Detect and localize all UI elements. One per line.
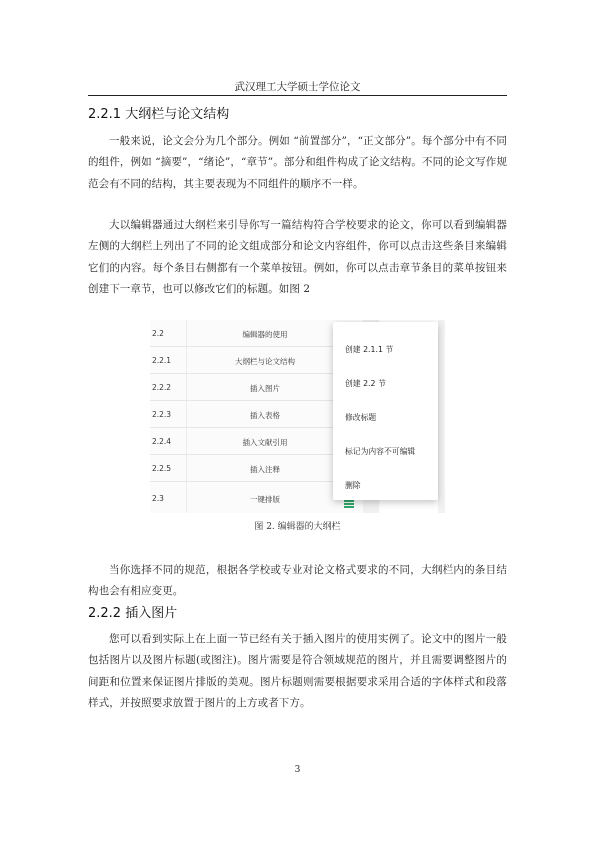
figure-outline-screenshot xyxy=(150,320,445,513)
outline-item-number: 2.2.3 xyxy=(152,410,172,419)
outline-item-number: 2.2.4 xyxy=(152,437,172,446)
header-rule xyxy=(88,95,507,96)
menu-icon[interactable] xyxy=(344,500,354,508)
outline-item-number: 2.2.1 xyxy=(152,356,172,365)
menu-item-edit-title[interactable]: 修改标题 xyxy=(345,413,377,422)
section-heading-2-2-2: 2.2.2 插入图片 xyxy=(88,606,178,621)
section-heading-2-2-1: 2.2.1 大纲栏与论文结构 xyxy=(88,107,230,122)
running-header: 武汉理工大学硕士学位论文 xyxy=(234,81,361,93)
outline-item-title: 插入注释 xyxy=(250,465,280,474)
paragraph: 一般来说，论文会分为几个部分。例如 “前置部分”，“正文部分”。每个部分中有不同的组件，例如 “摘要”，“绪论”，“章节”。部分和组件构成了论文结构。不同的论文写作规范会有不同的结构，其主要表现为不同组件的顺序不一样。 xyxy=(88,135,507,190)
outline-item-title: 插入表格 xyxy=(250,411,280,420)
page-number: 3 xyxy=(294,765,301,775)
outline-item-number: 2.2.2 xyxy=(152,383,172,392)
outline-item-number: 2.2 xyxy=(152,329,164,338)
outline-item-title: 插入文献引用 xyxy=(242,438,288,447)
outline-item-title: 大纲栏与论文结构 xyxy=(235,357,295,366)
figure-caption: 图 2. 编辑器的大纲栏 xyxy=(254,522,341,532)
menu-item-create-section[interactable]: 创建 2.1.1 节 xyxy=(345,345,394,354)
paragraph: 当你选择不同的规范，根据各学校或专业对论文格式要求的不同，大纲栏内的条目结构也会有相应变更。 xyxy=(88,564,507,598)
editor-background xyxy=(438,320,445,513)
outline-item-title: 一键排版 xyxy=(250,495,280,504)
menu-item-delete[interactable]: 删除 xyxy=(345,481,361,490)
outline-item-number: 2.3 xyxy=(152,494,164,503)
outline-item-title: 插入图片 xyxy=(250,384,280,393)
paragraph: 大以编辑器通过大纲栏来引导你写一篇结构符合学校要求的论文，你可以看到编辑器左侧的大纲栏上列出了不同的论文组成部分和论文内容组件，你可以点击这些条目来编辑它们的内容。每个条目右侧都有一个菜单按钮。例如，你可以点击章节条目的菜单按钮来创建下一章节，也可以修改它们的标题。如图 2 xyxy=(88,219,507,295)
outline-item-title: 编辑器的使用 xyxy=(242,330,288,339)
paragraph: 您可以看到实际上在上面一节已经有关于插入图片的使用实例了。论文中的图片一般包括图片以及图片标题(或图注)。图片需要是符合领域规范的图片，并且需要调整图片的间距和位置来保证图片排版的美观。图片标题则需要根据要求采用合适的字体样式和段落样式，并按照要求放置于图片的上方或者下方。 xyxy=(88,633,507,709)
context-menu xyxy=(333,322,438,500)
menu-item-create-next-section[interactable]: 创建 2.2 节 xyxy=(345,379,386,388)
menu-item-mark-readonly[interactable]: 标记为内容不可编辑 xyxy=(345,447,416,456)
outline-item-number: 2.2.5 xyxy=(152,464,172,473)
